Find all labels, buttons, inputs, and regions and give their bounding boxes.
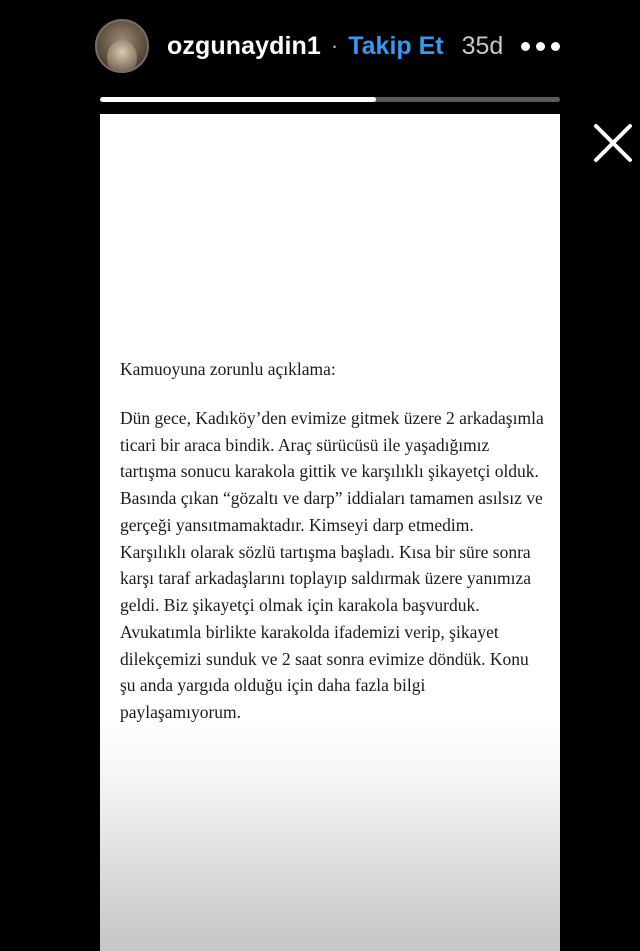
document-body: Dün gece, Kadıköy’den evimize gitmek üzere 2 arkadaşımla ticari bir araca bindik. Araç sürücüsü ile yaşadığımız tartışma sonucu karakola gittik ve karşılıklı şikayetçi olduk. Basında çıkan “gözaltı ve darp” iddiaları tamamen asılsız ve gerçeği yansıtmamaktadır. Kimseyi darp etmedim. Karşılıklı olarak sözlü tartışma başladı. Kısa bir süre sonra karşı taraf arkadaşlarını toplayıp saldırmak üzere yanımıza geldi. Biz şikayetçi olmak için karakola başvurduk. Avukatımla birlikte karakolda ifademizi verip, şikayet dilekçemizi sunduk ve 2 saat sonra evimize döndük. Konu şu anda yargıda olduğu için daha fazla bilgi paylaşamıyorum. [120,407,544,723]
follow-button[interactable]: Takip Et [348,31,444,60]
story-header [0,0,640,92]
story-progress-bar[interactable] [100,97,560,102]
more-dot-1 [521,42,530,51]
username-label[interactable]: ozgunaydin1 [167,31,321,60]
close-icon[interactable] [590,120,636,166]
story-progress-fill [100,97,376,102]
more-dot-3 [551,42,560,51]
more-dot-2 [536,42,545,51]
story-image[interactable] [100,114,560,951]
separator-dot: · [330,33,339,58]
avatar[interactable] [95,19,149,73]
document-heading: Kamuoyuna zorunlu açıklama: [120,359,336,379]
more-options-icon[interactable] [521,42,560,51]
story-timestamp: 35d [461,31,504,60]
story-document-text [120,356,544,726]
